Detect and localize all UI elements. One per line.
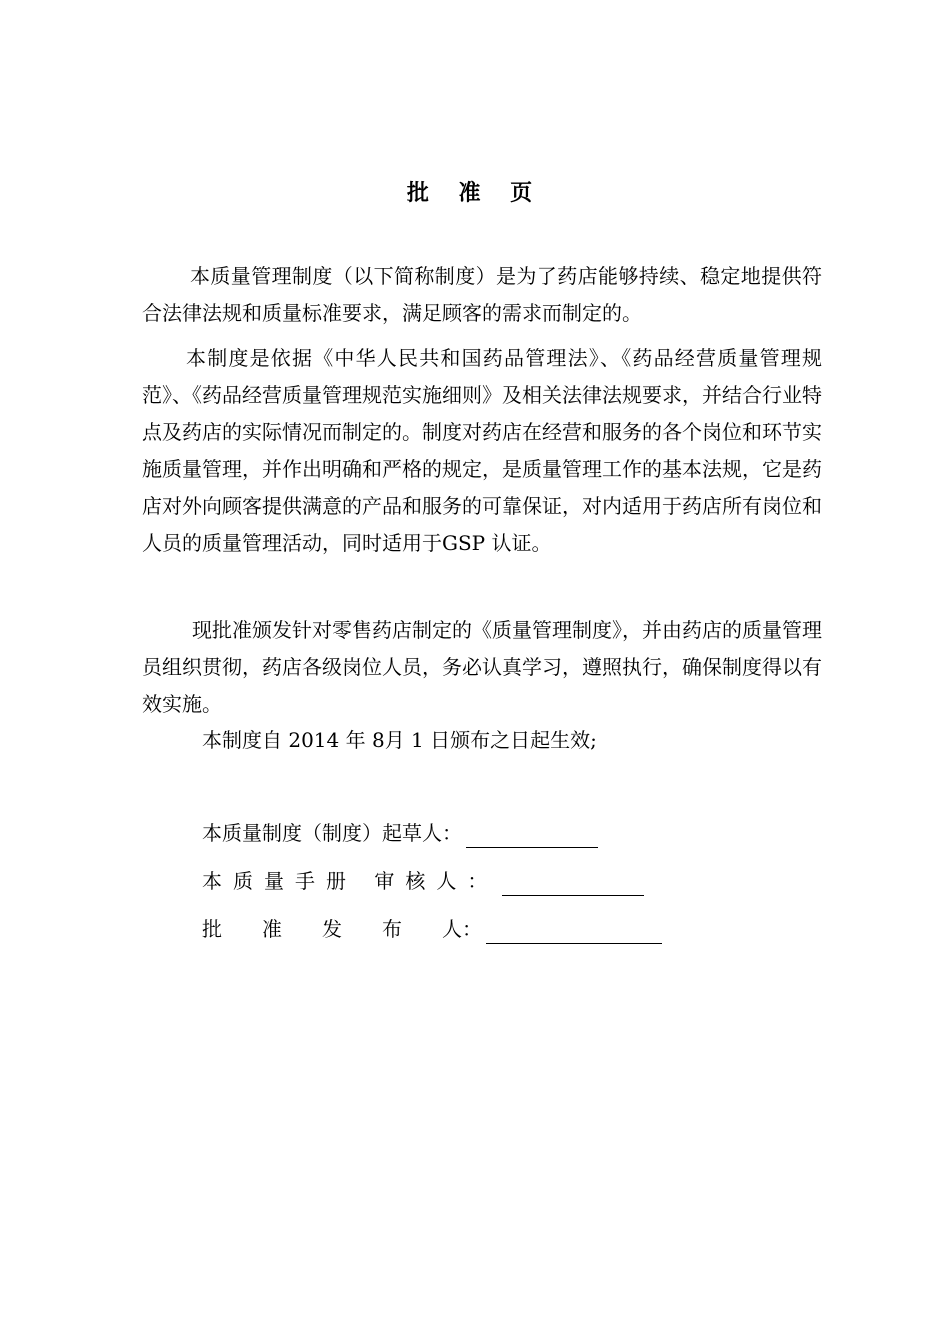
signature-line xyxy=(466,821,598,848)
signature-drafter xyxy=(202,818,598,848)
signature-label: 本质量制度（制度）起草人： xyxy=(202,821,462,845)
signature-label: 批 准 发 布 人： xyxy=(202,917,482,941)
signature-label: 本质量手册 审核人： xyxy=(202,869,499,893)
paragraph-purpose: 本质量管理制度（以下简称制度）是为了药店能够持续、稳定地提供符合法律法规和质量标准要求，满足顾客的需求而制定的。 xyxy=(142,264,822,325)
paragraph-basis: 本制度是依据《中华人民共和国药品管理法》、《药品经营质量管理规范》、《药品经营质量管理规范实施细则》及相关法律法规要求，并结合行业特点及药店的实际情况而制定的。制度对药店在经营和服务的各个岗位和环节实施质量管理，并作出明确和严格的规定，是质量管理工作的基本法规，它是药店对外向顾客提供满意的产品和服务的可靠保证，对内适用于药店所有岗位和人员的质量管理活动，同时适用于GSP 认证。 xyxy=(142,346,822,555)
signature-line xyxy=(486,917,662,944)
page-title: 批 准 页 xyxy=(406,181,544,206)
effective-date: 本制度自 2014 年 8月 1 日颁布之日起生效; xyxy=(202,728,597,752)
signature-line xyxy=(502,869,644,896)
signature-reviewer xyxy=(202,866,644,896)
signature-approver xyxy=(202,914,662,944)
paragraph-approval: 现批准颁发针对零售药店制定的《质量管理制度》，并由药店的质量管理员组织贯彻，药店各级岗位人员，务必认真学习，遵照执行，确保制度得以有效实施。 xyxy=(142,618,822,716)
